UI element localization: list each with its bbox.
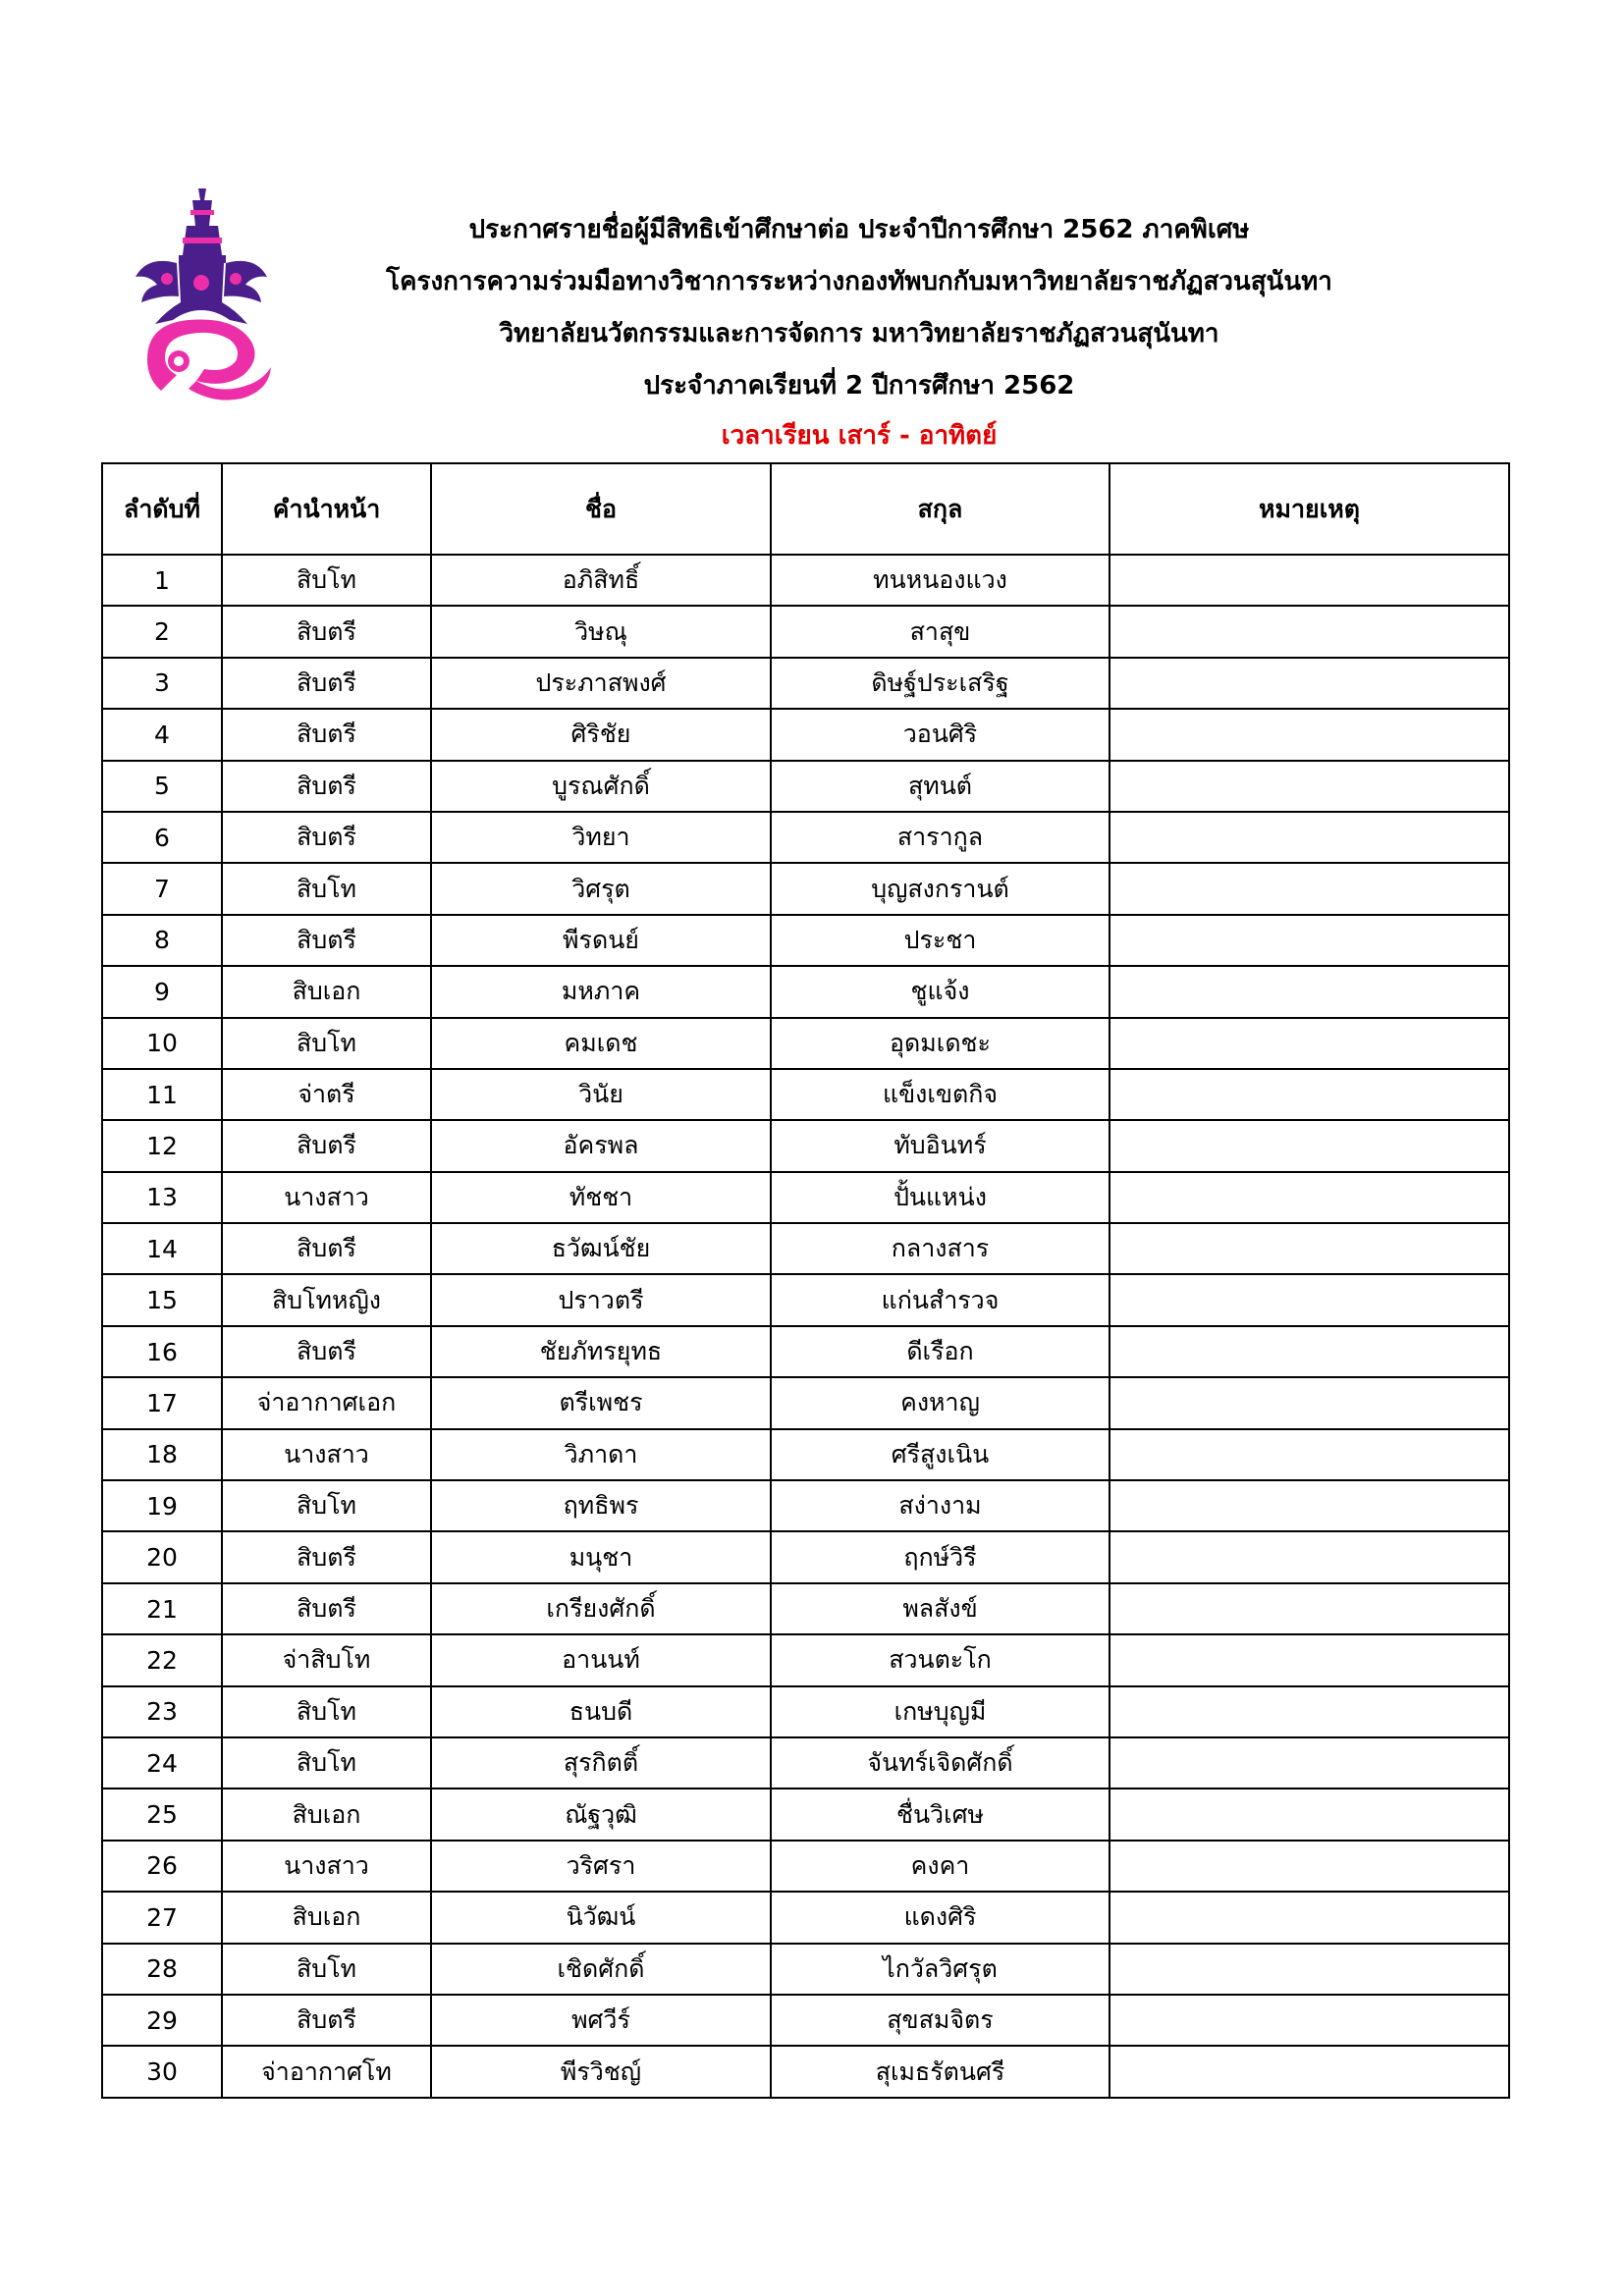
cell-name: ตรีเพชร — [431, 1377, 771, 1428]
cell-name: มหภาค — [431, 966, 771, 1017]
cell-remark — [1110, 1531, 1509, 1582]
table-row — [102, 1018, 1509, 1069]
cell-no: 22 — [102, 1634, 222, 1685]
cell-name: พีรวิชญ์ — [431, 2046, 771, 2097]
cell-remark — [1110, 1274, 1509, 1325]
cell-title: สิบเอก — [222, 1892, 431, 1943]
cell-surname: อุดมเดชะ — [771, 1018, 1110, 1069]
table-row — [102, 1737, 1509, 1789]
cell-title: นางสาว — [222, 1429, 431, 1480]
header-remark: หมายเหตุ — [1110, 463, 1509, 555]
header-name: ชื่อ — [431, 463, 771, 555]
table-row — [102, 863, 1509, 914]
table-row — [102, 1686, 1509, 1737]
cell-title: สิบตรี — [222, 709, 431, 760]
cell-no: 14 — [102, 1223, 222, 1274]
cell-name: ณัฐวุฒิ — [431, 1789, 771, 1840]
cell-remark — [1110, 1429, 1509, 1480]
cell-no: 25 — [102, 1789, 222, 1840]
table-row — [102, 966, 1509, 1017]
cell-remark — [1110, 1737, 1509, 1789]
table-row — [102, 606, 1509, 657]
table-row — [102, 658, 1509, 709]
cell-no: 8 — [102, 915, 222, 966]
cell-name: อานนท์ — [431, 1634, 771, 1685]
table-row — [102, 761, 1509, 812]
cell-surname: สารากูล — [771, 812, 1110, 863]
cell-surname: ชูแจ้ง — [771, 966, 1110, 1017]
cell-remark — [1110, 1377, 1509, 1428]
cell-name: คมเดช — [431, 1018, 771, 1069]
cell-surname: สุเมธรัตนศรี — [771, 2046, 1110, 2097]
cell-surname: แดงศิริ — [771, 1892, 1110, 1943]
table-row — [102, 812, 1509, 863]
cell-surname: คงหาญ — [771, 1377, 1110, 1428]
table-row — [102, 1172, 1509, 1223]
cell-name: มนุชา — [431, 1531, 771, 1582]
cell-name: วริศรา — [431, 1841, 771, 1892]
table-row — [102, 1995, 1509, 2046]
cell-name: นิวัฒน์ — [431, 1892, 771, 1943]
cell-name: ฤทธิพร — [431, 1480, 771, 1531]
cell-name: ศิริชัย — [431, 709, 771, 760]
cell-name: วินัย — [431, 1069, 771, 1120]
cell-title: สิบเอก — [222, 966, 431, 1017]
cell-title: สิบตรี — [222, 1583, 431, 1634]
cell-no: 29 — [102, 1995, 222, 2046]
cell-title: สิบโท — [222, 1686, 431, 1737]
cell-no: 30 — [102, 2046, 222, 2097]
cell-surname: แก่นสำรวจ — [771, 1274, 1110, 1325]
program-title: โครงการความร่วมมือทางวิชาการระหว่างกองทัพบกกับมหาวิทยาลัยราชภัฏสวนสุนันทา — [386, 267, 1332, 296]
cell-surname: วอนศิริ — [771, 709, 1110, 760]
cell-surname: สุทนต์ — [771, 761, 1110, 812]
cell-remark — [1110, 1995, 1509, 2046]
announcement-title: ประกาศรายชื่อผู้มีสิทธิเข้าศึกษาต่อ ประจำปีการศึกษา 2562 ภาคพิเศษ — [468, 215, 1250, 244]
cell-name: สุรกิตติ์ — [431, 1737, 771, 1789]
cell-remark — [1110, 1892, 1509, 1943]
cell-no: 15 — [102, 1274, 222, 1325]
table-row — [102, 1583, 1509, 1634]
cell-no: 7 — [102, 863, 222, 914]
cell-name: ทัชชา — [431, 1172, 771, 1223]
cell-title: สิบโท — [222, 555, 431, 606]
cell-title: สิบตรี — [222, 1531, 431, 1582]
document-header — [285, 204, 1434, 459]
cell-title: สิบตรี — [222, 606, 431, 657]
cell-no: 6 — [102, 812, 222, 863]
cell-title: สิบตรี — [222, 1223, 431, 1274]
cell-title: สิบตรี — [222, 761, 431, 812]
cell-surname: ดิษฐ์ประเสริฐ — [771, 658, 1110, 709]
cell-surname: กลางสาร — [771, 1223, 1110, 1274]
cell-remark — [1110, 606, 1509, 657]
cell-name: พีรดนย์ — [431, 915, 771, 966]
cell-remark — [1110, 1944, 1509, 1995]
table-row — [102, 1377, 1509, 1428]
cell-remark — [1110, 1480, 1509, 1531]
cell-remark — [1110, 863, 1509, 914]
table-row — [102, 2046, 1509, 2097]
university-emblem-icon — [128, 187, 275, 402]
cell-surname: ไกวัลวิศรุต — [771, 1944, 1110, 1995]
header-no: ลำดับที่ — [102, 463, 222, 555]
cell-surname: ฤกษ์วิรี — [771, 1531, 1110, 1582]
cell-title: จ่าอากาศเอก — [222, 1377, 431, 1428]
cell-no: 16 — [102, 1326, 222, 1377]
cell-surname: ชื่นวิเศษ — [771, 1789, 1110, 1840]
table-row — [102, 1634, 1509, 1685]
cell-surname: สุขสมจิตร — [771, 1995, 1110, 2046]
cell-remark — [1110, 658, 1509, 709]
table-row — [102, 1429, 1509, 1480]
cell-no: 19 — [102, 1480, 222, 1531]
cell-name: ธวัฒน์ชัย — [431, 1223, 771, 1274]
cell-title: สิบโท — [222, 1737, 431, 1789]
cell-surname: ดีเรือก — [771, 1326, 1110, 1377]
cell-surname: พลสังข์ — [771, 1583, 1110, 1634]
cell-surname: สง่างาม — [771, 1480, 1110, 1531]
cell-name: วิศรุต — [431, 863, 771, 914]
cell-name: อภิสิทธิ์ — [431, 555, 771, 606]
cell-remark — [1110, 555, 1509, 606]
cell-name: บูรณศักดิ์ — [431, 761, 771, 812]
cell-no: 13 — [102, 1172, 222, 1223]
cell-name: พศวีร์ — [431, 1995, 771, 2046]
cell-no: 21 — [102, 1583, 222, 1634]
cell-no: 5 — [102, 761, 222, 812]
cell-no: 18 — [102, 1429, 222, 1480]
cell-title: นางสาว — [222, 1172, 431, 1223]
cell-no: 26 — [102, 1841, 222, 1892]
cell-name: เชิดศักดิ์ — [431, 1944, 771, 1995]
cell-name: วิษณุ — [431, 606, 771, 657]
table-row — [102, 1841, 1509, 1892]
cell-title: จ่าอากาศโท — [222, 2046, 431, 2097]
cell-title: สิบโท — [222, 1018, 431, 1069]
cell-remark — [1110, 1120, 1509, 1171]
cell-name: เกรียงศักดิ์ — [431, 1583, 771, 1634]
cell-no: 3 — [102, 658, 222, 709]
table-row — [102, 555, 1509, 606]
table-body — [102, 555, 1509, 2098]
semester-title: ประจำภาคเรียนที่ 2 ปีการศึกษา 2562 — [643, 371, 1075, 400]
cell-title: สิบตรี — [222, 1120, 431, 1171]
cell-remark — [1110, 1172, 1509, 1223]
table-row — [102, 1531, 1509, 1582]
table-row — [102, 1120, 1509, 1171]
cell-title: นางสาว — [222, 1841, 431, 1892]
cell-no: 12 — [102, 1120, 222, 1171]
cell-remark — [1110, 1069, 1509, 1120]
table-row — [102, 1892, 1509, 1943]
cell-surname: สวนตะโก — [771, 1634, 1110, 1685]
cell-remark — [1110, 812, 1509, 863]
cell-surname: แข็งเขตกิจ — [771, 1069, 1110, 1120]
cell-surname: เกษบุญมี — [771, 1686, 1110, 1737]
cell-title: สิบตรี — [222, 658, 431, 709]
table-header-row — [102, 463, 1509, 555]
cell-title: สิบตรี — [222, 1326, 431, 1377]
table-row — [102, 1069, 1509, 1120]
cell-no: 1 — [102, 555, 222, 606]
cell-no: 23 — [102, 1686, 222, 1737]
cell-name: ปราวตรี — [431, 1274, 771, 1325]
cell-title: สิบตรี — [222, 812, 431, 863]
table-row — [102, 709, 1509, 760]
table-row — [102, 1480, 1509, 1531]
schedule-label: เวลาเรียน เสาร์ - อาทิตย์ — [721, 421, 998, 451]
cell-remark — [1110, 966, 1509, 1017]
cell-no: 28 — [102, 1944, 222, 1995]
cell-name: วิทยา — [431, 812, 771, 863]
table-row — [102, 915, 1509, 966]
cell-remark — [1110, 2046, 1509, 2097]
cell-surname: บุญสงกรานต์ — [771, 863, 1110, 914]
header-surname: สกุล — [771, 463, 1110, 555]
cell-surname: สาสุข — [771, 606, 1110, 657]
cell-remark — [1110, 1326, 1509, 1377]
cell-no: 10 — [102, 1018, 222, 1069]
cell-surname: จันทร์เจิดศักดิ์ — [771, 1737, 1110, 1789]
cell-title: สิบโท — [222, 1944, 431, 1995]
cell-name: ธนบดี — [431, 1686, 771, 1737]
cell-remark — [1110, 915, 1509, 966]
cell-surname: ประชา — [771, 915, 1110, 966]
cell-remark — [1110, 1789, 1509, 1840]
cell-no: 20 — [102, 1531, 222, 1582]
cell-title: สิบเอก — [222, 1789, 431, 1840]
table-row — [102, 1274, 1509, 1325]
cell-surname: ทนหนองแวง — [771, 555, 1110, 606]
cell-no: 27 — [102, 1892, 222, 1943]
cell-title: สิบตรี — [222, 1995, 431, 2046]
table-row — [102, 1223, 1509, 1274]
cell-title: จ่าสิบโท — [222, 1634, 431, 1685]
table-row — [102, 1944, 1509, 1995]
cell-name: อัครพล — [431, 1120, 771, 1171]
cell-no: 4 — [102, 709, 222, 760]
cell-name: ประภาสพงศ์ — [431, 658, 771, 709]
cell-remark — [1110, 1686, 1509, 1737]
cell-title: สิบตรี — [222, 915, 431, 966]
cell-title: สิบโท — [222, 1480, 431, 1531]
cell-remark — [1110, 1223, 1509, 1274]
cell-remark — [1110, 1634, 1509, 1685]
cell-surname: ทับอินทร์ — [771, 1120, 1110, 1171]
cell-remark — [1110, 1018, 1509, 1069]
cell-no: 2 — [102, 606, 222, 657]
cell-name: ชัยภัทรยุทธ — [431, 1326, 771, 1377]
cell-surname: คงคา — [771, 1841, 1110, 1892]
cell-remark — [1110, 761, 1509, 812]
student-roster-table — [101, 462, 1510, 2099]
cell-no: 24 — [102, 1737, 222, 1789]
cell-no: 17 — [102, 1377, 222, 1428]
cell-title: จ่าตรี — [222, 1069, 431, 1120]
table-row — [102, 1326, 1509, 1377]
cell-remark — [1110, 1841, 1509, 1892]
college-title: วิทยาลัยนวัตกรรมและการจัดการ มหาวิทยาลัยราชภัฏสวนสุนันทา — [499, 319, 1219, 348]
table-row — [102, 1789, 1509, 1840]
cell-surname: ปั้นแหน่ง — [771, 1172, 1110, 1223]
cell-no: 11 — [102, 1069, 222, 1120]
header-title: คำนำหน้า — [222, 463, 431, 555]
cell-no: 9 — [102, 966, 222, 1017]
cell-remark — [1110, 709, 1509, 760]
cell-title: สิบโทหญิง — [222, 1274, 431, 1325]
cell-name: วิภาดา — [431, 1429, 771, 1480]
cell-surname: ศรีสูงเนิน — [771, 1429, 1110, 1480]
cell-title: สิบโท — [222, 863, 431, 914]
cell-remark — [1110, 1583, 1509, 1634]
